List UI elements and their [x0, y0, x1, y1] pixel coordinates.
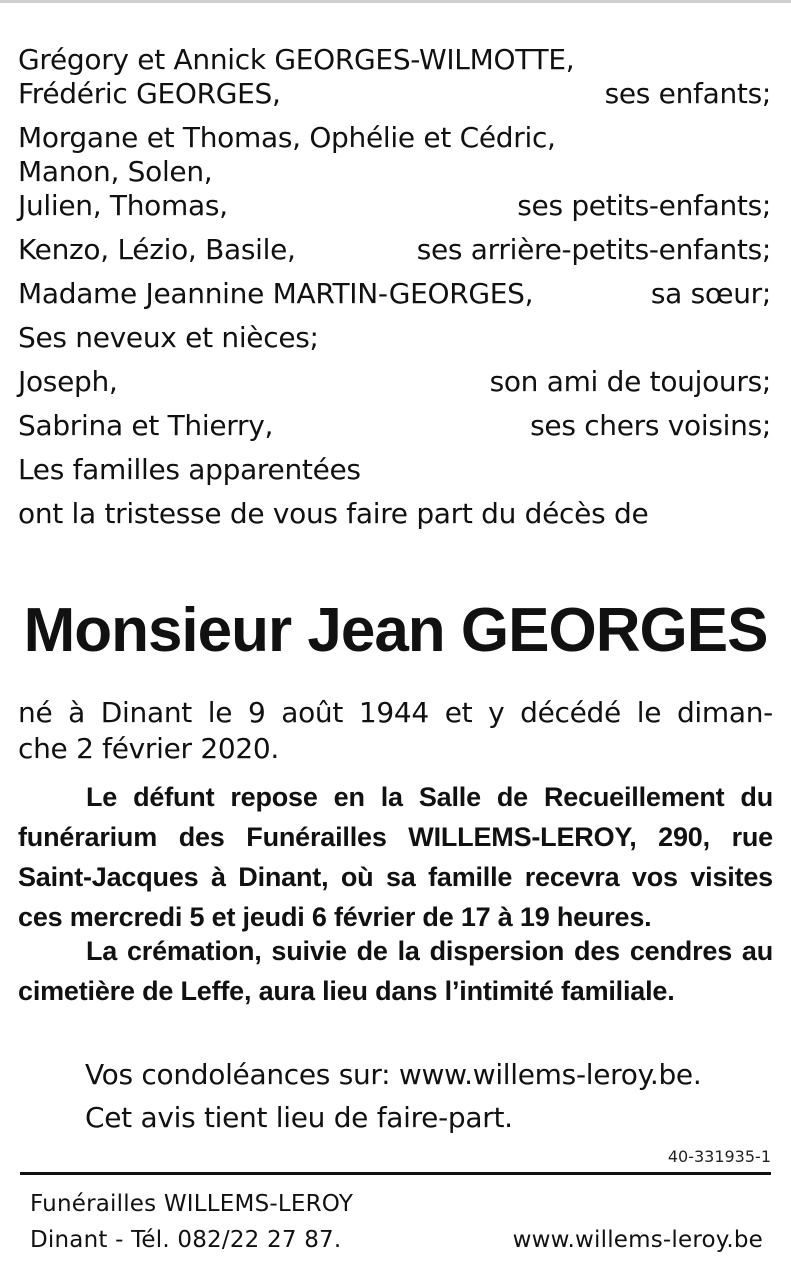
family-names: Morgane et Thomas, Ophélie et Cédric,	[18, 121, 556, 154]
family-line	[18, 409, 773, 443]
birth-line-2: che 2 février 2020.	[18, 732, 280, 765]
family-line	[18, 43, 773, 77]
family-line	[18, 277, 773, 311]
family-names: Manon, Solen,	[18, 155, 213, 188]
family-names: Ses neveux et nièces;	[18, 321, 319, 354]
birth-word: 9	[247, 696, 266, 729]
family-line	[18, 365, 773, 399]
birth-word: 1944	[358, 696, 429, 729]
family-relation: son ami de toujours;	[489, 365, 771, 398]
family-line	[18, 497, 773, 531]
family-line	[18, 77, 773, 111]
funeral-home-phone: Dinant - Tél. 082/22 27 87.	[30, 1227, 342, 1253]
family-names: Madame Jeannine MARTIN-GEORGES,	[18, 277, 534, 310]
birth-word: diman-	[676, 696, 773, 729]
condolences-line: Vos condoléances sur: www.willems-leroy.be.	[85, 1058, 702, 1091]
footer-divider	[20, 1172, 771, 1175]
family-relation: ses arrière-petits-enfants;	[416, 233, 771, 266]
family-names: Julien, Thomas,	[18, 189, 228, 222]
birth-word: y	[488, 696, 505, 729]
deceased-name: Monsieur Jean GEORGES	[23, 596, 768, 665]
faire-part-line: Cet avis tient lieu de faire-part.	[85, 1101, 513, 1134]
birth-word: décédé	[520, 696, 621, 729]
announcement-text: ont la tristesse de vous faire part du décès de	[18, 497, 649, 530]
funeral-home-contact	[30, 1225, 763, 1255]
birth-word: août	[281, 696, 344, 729]
family-line	[18, 189, 773, 223]
family-names: Joseph,	[18, 365, 118, 398]
family-list	[18, 43, 773, 531]
funeral-home-name: Funérailles WILLEMS-LEROY	[30, 1191, 354, 1217]
cremation-paragraph: La crémation, suivie de la dispersion des cendres au cimetière de Leffe, aura lieu dans l’intimité familiale.	[18, 936, 773, 1006]
family-names: Kenzo, Lézio, Basile,	[18, 233, 296, 266]
birth-death-info	[18, 695, 773, 767]
birth-word: Dinant	[100, 696, 192, 729]
repose-paragraph: Le défunt repose en la Salle de Recueillement du funérarium des Funérailles WILLEMS-LEROY, 290, rue Saint-Jacques à Dinant, où sa famille recevra vos visites ces mercredi 5 et jeudi 6 février de 17 à 19 heures.	[18, 782, 773, 932]
birth-word: né	[18, 696, 53, 729]
family-line	[18, 121, 773, 155]
family-relation: sa sœur;	[650, 277, 771, 310]
family-line	[18, 321, 773, 355]
reference-number: 40-331935-1	[667, 1147, 771, 1166]
family-names: Grégory et Annick GEORGES-WILMOTTE,	[18, 43, 575, 76]
family-names: Frédéric GEORGES,	[18, 77, 281, 110]
family-names: Sabrina et Thierry,	[18, 409, 274, 442]
birth-word: et	[444, 696, 473, 729]
family-relation: ses enfants;	[604, 77, 771, 110]
family-line	[18, 453, 773, 487]
funeral-home-website-link[interactable]: www.willems-leroy.be	[512, 1227, 763, 1253]
family-relation: ses chers voisins;	[530, 409, 771, 442]
birth-word: le	[207, 696, 233, 729]
family-line	[18, 233, 773, 267]
family-line	[18, 155, 773, 189]
birth-line-1	[18, 695, 773, 731]
birth-word: le	[636, 696, 662, 729]
birth-word: à	[68, 696, 86, 729]
family-names: Les familles apparentées	[18, 453, 361, 486]
family-relation: ses petits-enfants;	[517, 189, 771, 222]
